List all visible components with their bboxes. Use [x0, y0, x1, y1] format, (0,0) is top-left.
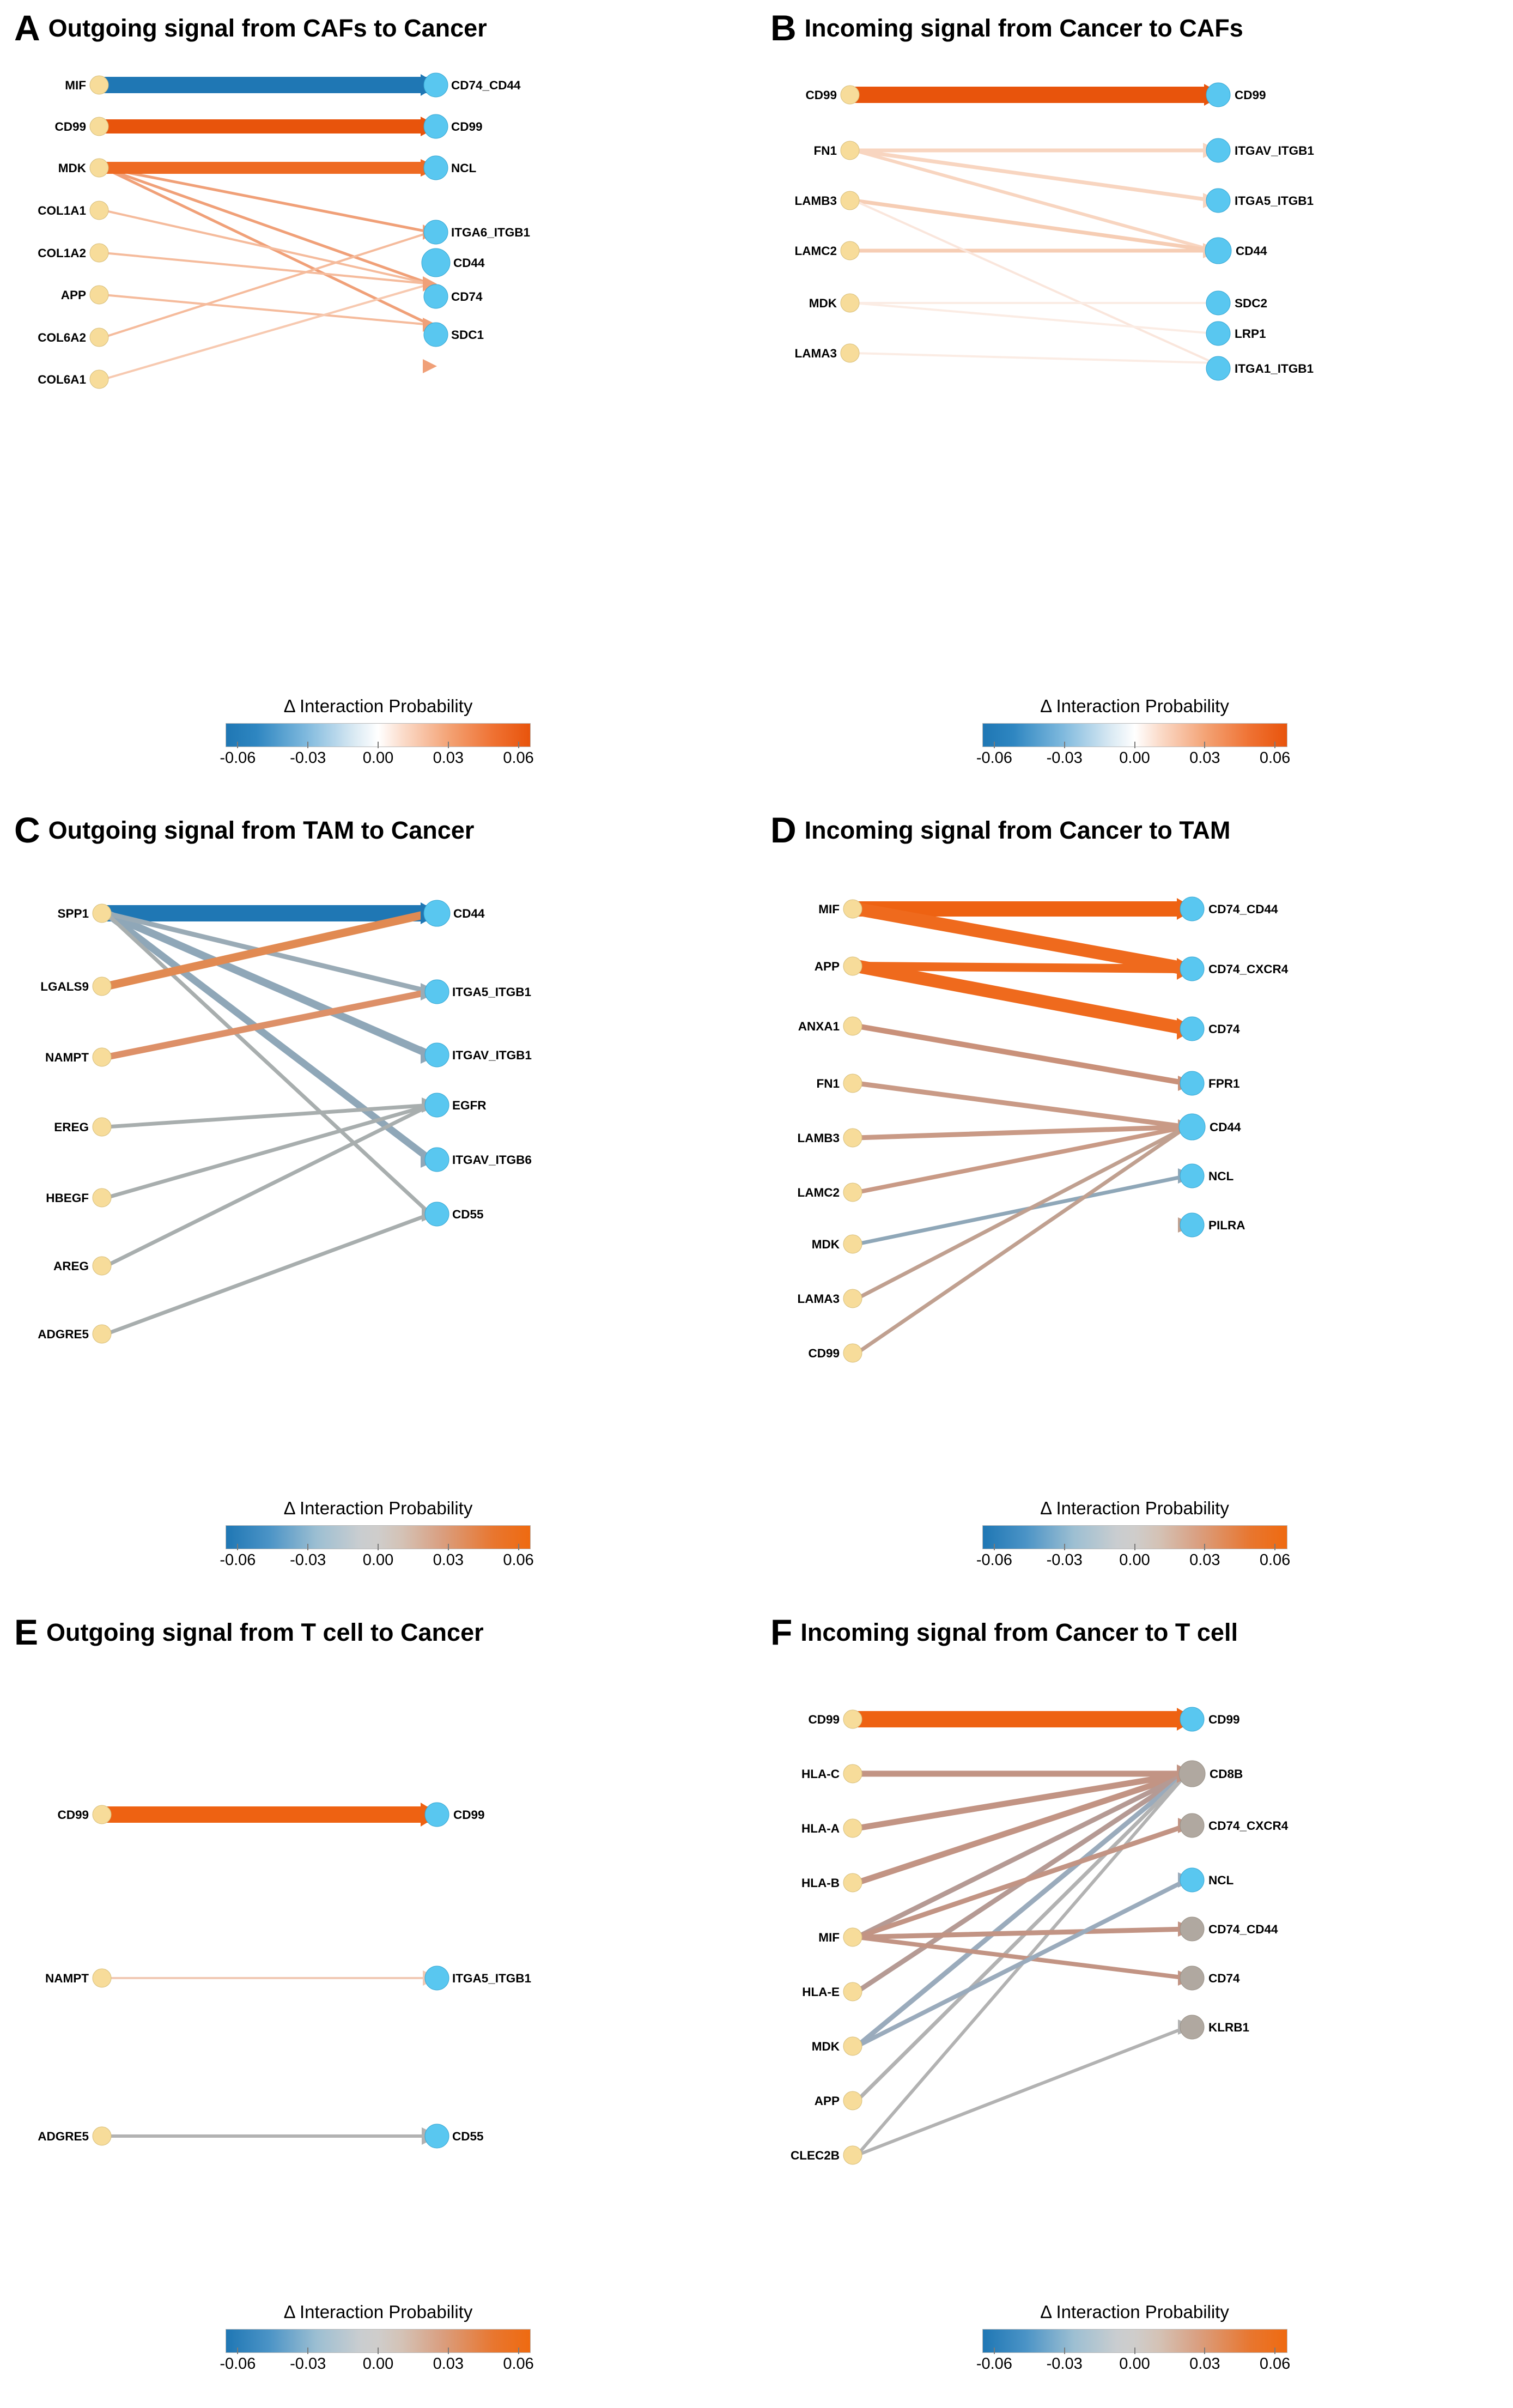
svg-text:FPR1: FPR1: [1208, 1077, 1240, 1090]
panel-b-source-nodes: [841, 86, 859, 362]
legend-tick: 0.03: [1189, 2355, 1220, 2373]
panel-e-title: Outgoing signal from T cell to Cancer: [46, 1618, 484, 1646]
svg-text:KLRB1: KLRB1: [1208, 2021, 1250, 2034]
svg-text:CD55: CD55: [452, 2130, 484, 2143]
panel-c-source-nodes: [93, 904, 111, 1343]
svg-text:MDK: MDK: [811, 1238, 840, 1251]
svg-text:LAMA3: LAMA3: [797, 1292, 840, 1306]
svg-text:CD55: CD55: [452, 1208, 484, 1221]
svg-text:COL1A1: COL1A1: [38, 204, 86, 217]
svg-text:MIF: MIF: [65, 78, 86, 92]
legend-tick: -0.06: [220, 749, 256, 767]
legend-tick: 0.00: [362, 749, 394, 767]
svg-text:CD74: CD74: [451, 290, 483, 304]
panel-f-source-labels: [791, 1713, 840, 2162]
panel-e-source-labels: [38, 1808, 89, 2143]
panel-c-plot: [0, 854, 756, 1465]
svg-text:FN1: FN1: [816, 1077, 840, 1090]
legend-tick: -0.06: [976, 1551, 1012, 1569]
panel-e-links: [106, 1815, 430, 2136]
svg-text:NAMPT: NAMPT: [45, 1972, 89, 1985]
svg-text:CD44: CD44: [1236, 244, 1267, 258]
svg-text:MDK: MDK: [809, 296, 837, 310]
panel-f-header: [756, 1604, 1513, 1650]
panel-d-legend-ticks: [976, 1551, 1291, 1573]
svg-text:HBEGF: HBEGF: [46, 1191, 89, 1205]
panel-f-target-nodes: [1179, 1707, 1205, 2039]
legend-tick: 0.00: [362, 1551, 394, 1569]
svg-text:NCL: NCL: [451, 161, 477, 175]
panel-b-links: [854, 95, 1214, 363]
svg-text:COL1A2: COL1A2: [38, 246, 86, 260]
legend-tick: -0.03: [1046, 2355, 1083, 2373]
panel-e: [0, 1604, 756, 2408]
panel-a-plot: [0, 52, 756, 663]
panel-d-title: Incoming signal from Cancer to TAM: [804, 816, 1231, 844]
legend-tick: -0.03: [290, 2355, 326, 2373]
panel-a-legend-ticks: [220, 749, 534, 771]
legend-tick: 0.03: [1189, 749, 1220, 767]
svg-text:ITGAV_ITGB6: ITGAV_ITGB6: [452, 1153, 532, 1167]
legend-tick: 0.06: [1259, 749, 1291, 767]
panel-c-legend-ticks: [220, 1551, 534, 1573]
svg-text:MDK: MDK: [58, 161, 86, 175]
svg-text:CD99: CD99: [1235, 88, 1266, 102]
svg-text:NAMPT: NAMPT: [45, 1051, 89, 1064]
panel-c-legend: [0, 1498, 756, 1576]
svg-text:CD74: CD74: [1208, 1022, 1240, 1036]
legend-tick: 0.06: [1259, 1551, 1291, 1569]
svg-text:CD44: CD44: [1210, 1120, 1241, 1134]
legend-tick: -0.06: [220, 1551, 256, 1569]
svg-text:ITGA5_ITGB1: ITGA5_ITGB1: [452, 985, 532, 999]
panel-b-target-labels: [1235, 88, 1314, 375]
svg-text:HLA-A: HLA-A: [801, 1822, 840, 1835]
panel-d-source-labels: [798, 902, 840, 1360]
panel-f-source-nodes: [843, 1710, 862, 2164]
panel-c-links: [106, 913, 430, 1334]
legend-tick: -0.06: [976, 749, 1012, 767]
svg-text:CD74_CD44: CD74_CD44: [1208, 902, 1278, 916]
svg-text:PILRA: PILRA: [1208, 1218, 1245, 1232]
svg-text:MDK: MDK: [811, 2040, 840, 2053]
svg-text:CLEC2B: CLEC2B: [790, 2149, 840, 2162]
panel-c-title: Outgoing signal from TAM to Cancer: [48, 816, 475, 844]
panel-d-links: [857, 909, 1187, 1353]
panel-e-plot: [0, 1657, 756, 2267]
svg-text:SPP1: SPP1: [57, 907, 89, 920]
panel-d-source-nodes: [843, 900, 862, 1362]
panel-b-legend-title: Δ Interaction Probability: [1040, 696, 1229, 716]
svg-text:CD44: CD44: [453, 907, 485, 920]
svg-text:LRP1: LRP1: [1235, 327, 1266, 341]
svg-text:CD99: CD99: [57, 1808, 89, 1822]
panel-b-header: [756, 0, 1513, 46]
svg-text:APP: APP: [814, 960, 840, 973]
svg-text:CD74_CD44: CD74_CD44: [1208, 1922, 1278, 1936]
svg-text:CD8B: CD8B: [1210, 1767, 1243, 1781]
panel-e-letter: E: [14, 1612, 38, 1652]
panel-d-legend: [756, 1498, 1513, 1576]
legend-tick: -0.03: [1046, 1551, 1083, 1569]
legend-tick: 0.00: [362, 2355, 394, 2373]
panel-b: [756, 0, 1513, 802]
panel-e-header: [0, 1604, 756, 1650]
panel-b-title: Incoming signal from Cancer to CAFs: [804, 14, 1243, 42]
panel-a-title: Outgoing signal from CAFs to Cancer: [48, 14, 487, 42]
legend-tick: 0.00: [1119, 749, 1150, 767]
panel-e-target-labels: [452, 1808, 531, 2143]
panel-e-legend: [0, 2302, 756, 2380]
svg-text:CD99: CD99: [453, 1808, 485, 1822]
svg-text:LAMC2: LAMC2: [797, 1186, 840, 1199]
svg-text:CD74: CD74: [1208, 1972, 1240, 1985]
panel-f-target-labels: [1208, 1713, 1289, 2034]
svg-text:APP: APP: [60, 288, 86, 302]
legend-tick: 0.06: [503, 749, 534, 767]
panel-b-plot: [756, 52, 1513, 663]
panel-b-legend-ticks: [976, 749, 1291, 771]
panel-c-source-labels: [38, 907, 89, 1341]
svg-text:CD74_CD44: CD74_CD44: [451, 78, 521, 92]
panel-a-letter: A: [14, 8, 40, 48]
svg-text:MIF: MIF: [818, 902, 840, 916]
panel-e-target-nodes: [425, 1803, 449, 2148]
panel-d-plot: [756, 854, 1513, 1465]
panel-a: [0, 0, 756, 802]
panel-d-target-nodes: [1179, 897, 1205, 1237]
svg-text:SDC2: SDC2: [1235, 296, 1268, 310]
svg-text:HLA-B: HLA-B: [801, 1876, 840, 1890]
panel-f-legend-ticks: [976, 2355, 1291, 2377]
panel-c-legend-title: Δ Interaction Probability: [283, 1498, 473, 1518]
legend-tick: 0.00: [1119, 2355, 1150, 2373]
panel-f-plot: [756, 1657, 1513, 2267]
panel-c-header: [0, 802, 756, 848]
svg-text:AREG: AREG: [53, 1259, 89, 1273]
svg-text:SDC1: SDC1: [451, 328, 484, 342]
panel-a-major-links: [104, 85, 430, 168]
panel-a-legend-title: Δ Interaction Probability: [283, 696, 473, 716]
panel-f-title: Incoming signal from Cancer to T cell: [800, 1618, 1238, 1646]
legend-tick: 0.03: [1189, 1551, 1220, 1569]
svg-text:LAMB3: LAMB3: [797, 1131, 840, 1145]
panel-f-letter: F: [770, 1612, 792, 1652]
panel-f-legend: [756, 2302, 1513, 2380]
legend-tick: -0.03: [290, 1551, 326, 1569]
svg-text:COL6A2: COL6A2: [38, 331, 86, 344]
panel-a-source-nodes: [90, 76, 108, 389]
legend-tick: 0.06: [503, 1551, 534, 1569]
svg-text:LGALS9: LGALS9: [40, 980, 89, 993]
svg-text:EREG: EREG: [54, 1120, 89, 1134]
panel-e-legend-ticks: [220, 2355, 534, 2377]
svg-text:CD99: CD99: [1208, 1713, 1240, 1726]
panel-c: [0, 802, 756, 1604]
legend-tick: -0.06: [976, 2355, 1012, 2373]
panel-c-target-nodes: [424, 900, 450, 1226]
legend-tick: 0.03: [433, 2355, 464, 2373]
panel-a-header: [0, 0, 756, 46]
svg-text:CD99: CD99: [451, 120, 483, 134]
panel-b-target-nodes: [1205, 83, 1231, 380]
svg-text:CD74_CXCR4: CD74_CXCR4: [1208, 962, 1289, 976]
panel-e-legend-title: Δ Interaction Probability: [283, 2302, 473, 2322]
panel-a-links: [104, 168, 430, 379]
panel-d-legend-title: Δ Interaction Probability: [1040, 1498, 1229, 1518]
legend-tick: 0.06: [503, 2355, 534, 2373]
svg-text:ITGA5_ITGB1: ITGA5_ITGB1: [1235, 194, 1314, 208]
svg-text:ITGA5_ITGB1: ITGA5_ITGB1: [452, 1972, 532, 1985]
svg-text:HLA-E: HLA-E: [802, 1985, 840, 1999]
svg-text:ITGA1_ITGB1: ITGA1_ITGB1: [1235, 362, 1314, 375]
legend-tick: -0.06: [220, 2355, 256, 2373]
panel-b-letter: B: [770, 8, 796, 48]
legend-tick: -0.03: [290, 749, 326, 767]
panel-f-legend-title: Δ Interaction Probability: [1040, 2302, 1229, 2322]
svg-text:CD99: CD99: [808, 1713, 840, 1726]
panel-f-links: [857, 1719, 1187, 2155]
svg-text:CD99: CD99: [54, 120, 86, 134]
panel-a-target-nodes: [422, 73, 450, 347]
panel-a-target-labels: [451, 78, 530, 342]
svg-text:ANXA1: ANXA1: [798, 1020, 840, 1033]
svg-text:ITGAV_ITGB1: ITGAV_ITGB1: [1235, 144, 1314, 157]
panel-b-source-labels: [795, 88, 837, 360]
svg-text:NCL: NCL: [1208, 1873, 1234, 1887]
legend-tick: 0.03: [433, 749, 464, 767]
svg-text:FN1: FN1: [813, 144, 837, 157]
panel-d: [756, 802, 1513, 1604]
svg-text:CD74_CXCR4: CD74_CXCR4: [1208, 1819, 1289, 1833]
panel-f: [756, 1604, 1513, 2408]
svg-text:CD44: CD44: [453, 256, 485, 270]
svg-text:EGFR: EGFR: [452, 1099, 487, 1112]
svg-text:MIF: MIF: [818, 1931, 840, 1944]
svg-text:ADGRE5: ADGRE5: [38, 2130, 89, 2143]
panel-d-target-labels: [1208, 902, 1289, 1232]
svg-text:COL6A1: COL6A1: [38, 373, 86, 386]
svg-text:ADGRE5: ADGRE5: [38, 1327, 89, 1341]
svg-text:LAMA3: LAMA3: [794, 347, 837, 360]
svg-text:APP: APP: [814, 2094, 840, 2108]
legend-tick: 0.00: [1119, 1551, 1150, 1569]
panel-a-source-labels: [38, 78, 87, 386]
panel-a-legend: [0, 696, 756, 774]
svg-text:ITGAV_ITGB1: ITGAV_ITGB1: [452, 1048, 532, 1062]
panel-d-header: [756, 802, 1513, 848]
svg-text:CD99: CD99: [805, 88, 837, 102]
svg-text:LAMB3: LAMB3: [794, 194, 837, 208]
panel-d-letter: D: [770, 810, 796, 850]
panel-b-arrowheads: [1203, 84, 1224, 258]
legend-tick: -0.03: [1046, 749, 1083, 767]
svg-text:LAMC2: LAMC2: [794, 244, 837, 258]
panel-b-legend: [756, 696, 1513, 774]
legend-tick: 0.03: [433, 1551, 464, 1569]
svg-text:CD99: CD99: [808, 1346, 840, 1360]
svg-text:ITGA6_ITGB1: ITGA6_ITGB1: [451, 226, 531, 239]
legend-tick: 0.06: [1259, 2355, 1291, 2373]
svg-text:NCL: NCL: [1208, 1169, 1234, 1183]
panel-c-target-labels: [452, 907, 532, 1221]
panel-e-source-nodes: [93, 1805, 111, 2145]
svg-text:HLA-C: HLA-C: [801, 1767, 840, 1781]
panel-c-letter: C: [14, 810, 40, 850]
